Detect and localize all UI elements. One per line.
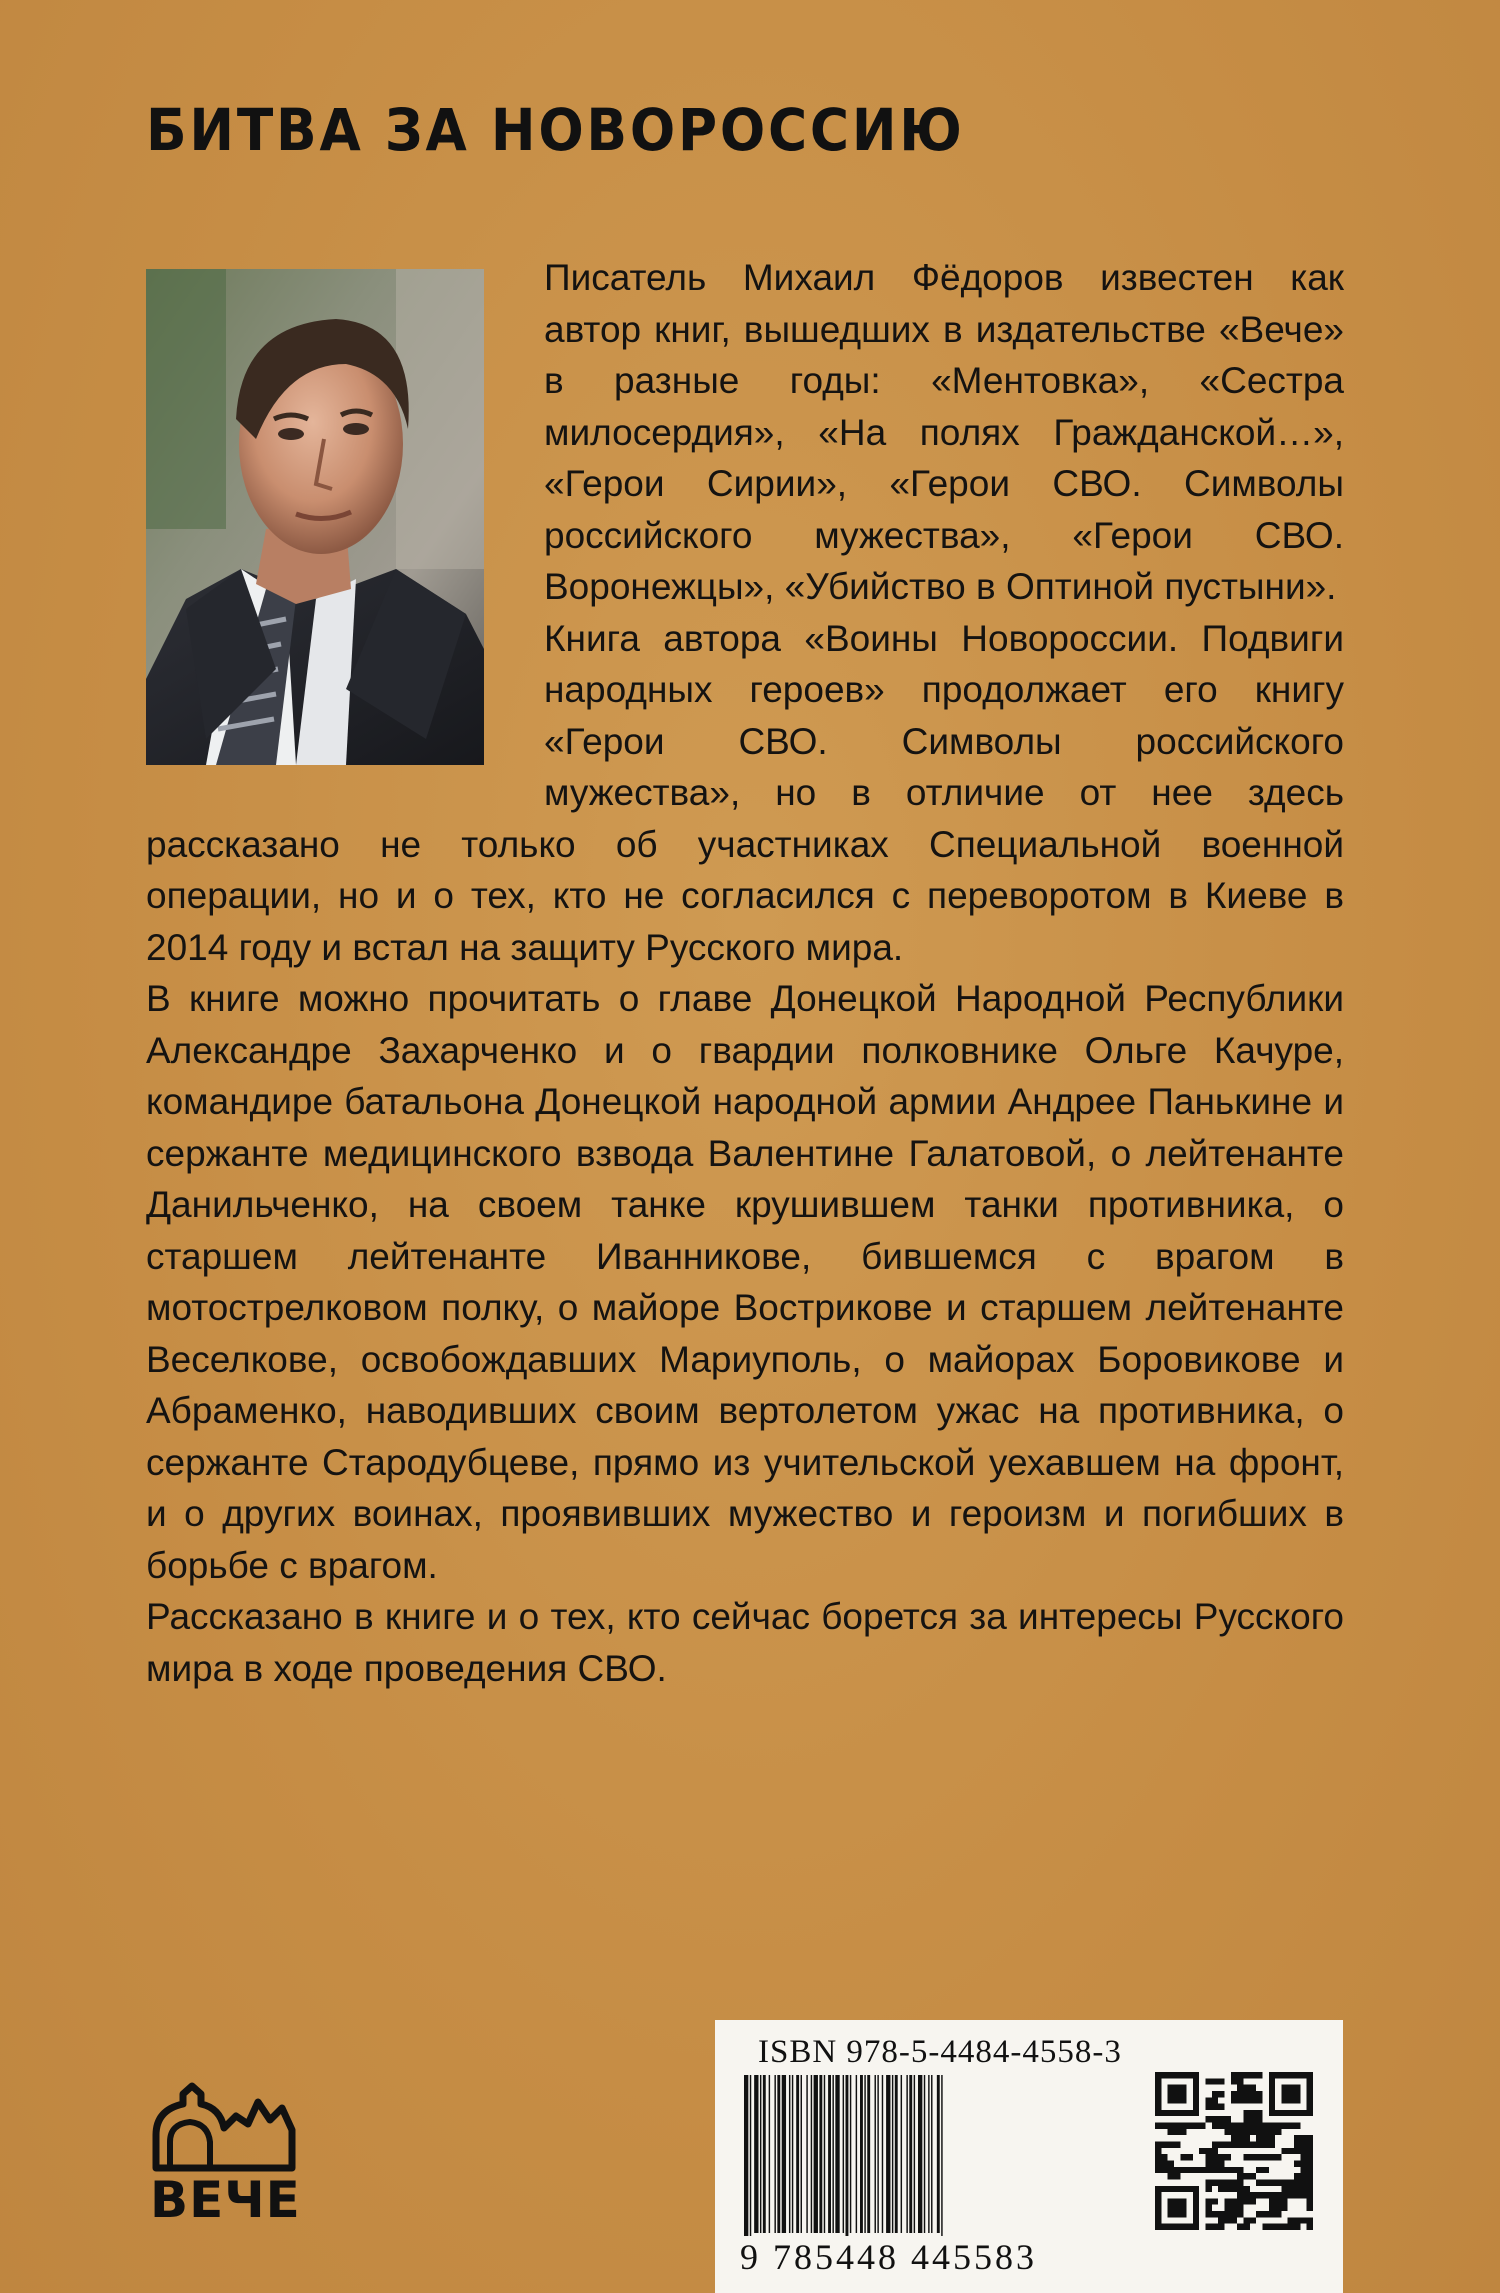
qr-code-icon <box>1155 2072 1313 2230</box>
paragraph-book-about: Книга автора «Воины Новороссии. Подвиги народных героев» продолжает его книгу «Герои СВО. Символы российского мужества», но в отличие от нее здесь рассказано не только об участниках Специальной военной операции, но и о тех, кто не согласился с переворотом в Киеве в 2014 году и встал на защиту Русского мира. <box>146 617 1344 968</box>
annotation-text <box>146 252 1344 1694</box>
barcode-digits: 9 785448 445583 <box>740 2237 1037 2277</box>
publisher-name: ВЕЧЕ <box>150 2171 301 2229</box>
book-title: БИТВА ЗА НОВОРОССИЮ <box>146 96 965 164</box>
paragraph-author-books: Писатель Михаил Фёдоров известен как автор книг, вышедших в издательстве «Вече» в разные годы: «Ментовка», «Сестра милосердия», «На полях Гражданской…», «Герои Сирии», «Герои СВО. Символы российского мужества», «Герои СВО. Воронежцы», «Убийство в Оптиной пустыни». <box>544 257 1344 607</box>
isbn-barcode <box>740 2075 1112 2250</box>
isbn-label: ISBN 978-5-4484-4558-3 <box>758 2034 1122 2070</box>
portrait-text-wrap <box>146 252 544 788</box>
paragraph-closing: Рассказано в книге и о тех, кто сейчас борется за интересы Русского мира в ходе проведения СВО. <box>146 1596 1344 1689</box>
paragraph-heroes: В книге можно прочитать о главе Донецкой Народной Республики Александре Захарченко и о гвардии полковнике Ольге Качуре, командире батальона Донецкой народной армии Андрее Панькине и сержанте медицинского взвода Валентине Галатовой, о лейтенанте Данильченко, на своем танке крушившем танки противника, о старшем лейтенанте Иванникове, бившемся с врагом в мотострелковом полку, о майоре Вострикове и старшем лейтенанте Веселкове, освобождавших Мариуполь, о майорах Боровикове и Абраменко, наводивших своим вертолетом ужас на противника, о сержанте Стародубцеве, прямо из учительской уехавшем на фронт, и о других воинах, проявивших мужество и героизм и погибших в борьбе с врагом. <box>146 978 1344 1586</box>
